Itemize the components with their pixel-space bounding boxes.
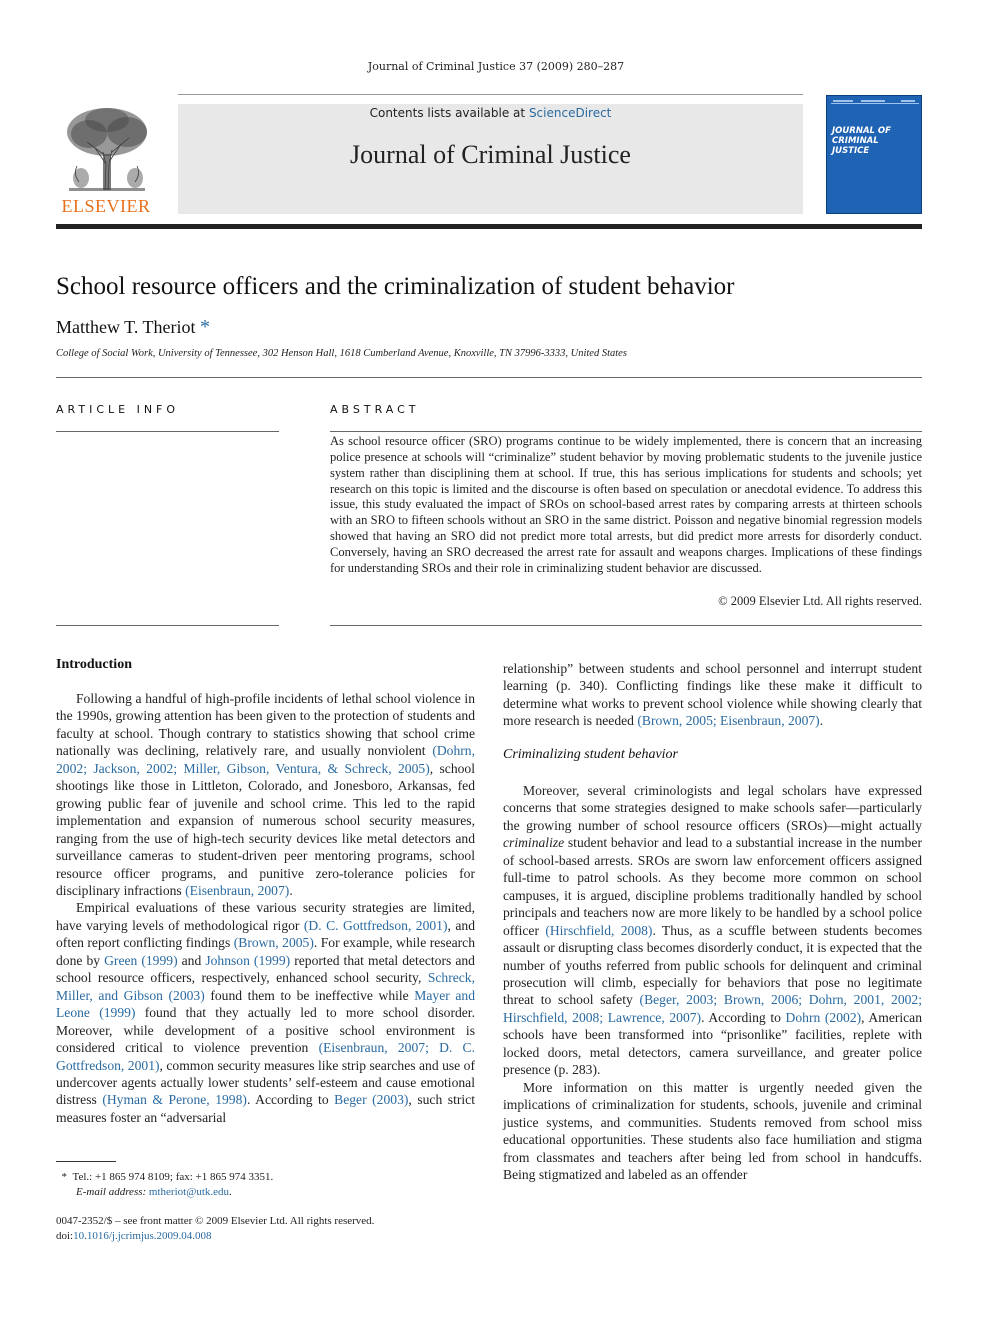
text-run: student behavior and lead to a substantial increase in the number of school-based arrests. SROs are sworn law enforcement officers assigned full-time to patrol schools. As they become more common on school campuses, it is argued, discipline problems traditionally handled by school principals and teachers now are more likely to be handled by a school police officer bbox=[503, 835, 922, 938]
text-run: . For example, while research done by bbox=[56, 935, 475, 968]
citation-link[interactable]: (Brown, 2005) bbox=[233, 935, 314, 951]
citation-link[interactable]: (Beger, 2003; Brown, 2006; Dohrn, 2001, 2002; Hirschfield, 2008; Lawrence, 2007) bbox=[503, 992, 923, 1025]
citation-link[interactable]: Johnson (1999) bbox=[205, 952, 291, 968]
text-run: , American schools have been transformed into “prisonlike” facilities, replete with locked doors, metal detectors, camera surveillance, and greater police presence (p. 283). bbox=[503, 1009, 923, 1078]
footnote-period: . bbox=[229, 1186, 232, 1198]
text-run: found that they actually led to more school disorder. Moreover, while development of a positive school environment is considered critical to violence prevention bbox=[56, 1005, 475, 1056]
text-run: relationship” between students and school personnel and interrupt student learning (p. 340). Conflicting findings like these make it difficult to determine what works to prevent school violence while showing clearly that more research is needed bbox=[503, 661, 922, 729]
text-run: and bbox=[177, 952, 206, 968]
article-info-rule bbox=[56, 431, 279, 432]
citation-link[interactable]: Green (1999) bbox=[104, 952, 178, 968]
author-footnote bbox=[56, 1170, 273, 1200]
affiliation: College of Social Work, University of Tennessee, 302 Henson Hall, 1618 Cumberland Avenue, Knoxville, TN 37996-3333, United States bbox=[56, 348, 627, 359]
text-run: . bbox=[819, 713, 824, 729]
cover-title: JOURNAL OF CRIMINAL JUSTICE bbox=[832, 126, 891, 156]
author-name: Matthew T. Theriot bbox=[56, 317, 196, 337]
citation-link[interactable]: (Dohrn, 2002; Jackson, 2002; Miller, Gibson, Ventura, & Schreck, 2005) bbox=[56, 743, 475, 776]
email-link[interactable]: mtheriot@utk.edu bbox=[148, 1186, 230, 1198]
text-run: . According to bbox=[701, 1009, 786, 1025]
paragraph-2 bbox=[56, 899, 475, 1126]
paragraph-1 bbox=[56, 690, 475, 899]
doi-line bbox=[56, 1229, 374, 1244]
text-run: Moreover, several criminologists and legal scholars have expressed concerns that some strategies designed to make schools safer—particularly the growing number of school resource officers (SROs)—might actually bbox=[503, 783, 922, 833]
affiliation-rule bbox=[56, 377, 922, 378]
text-run: . Thus, as a scuffle between students becomes assault or disrupting class becomes disorderly conduct, it is expected that the number of youths referred from public schools for delinquent and criminal prosecution will climb, especially for behaviors that pose no legitimate threat to school safety bbox=[503, 922, 922, 1008]
doi-link[interactable]: 10.1016/j.jcrimjus.2009.04.008 bbox=[73, 1230, 212, 1242]
email-label: E-mail address: bbox=[76, 1186, 147, 1198]
citation-link[interactable]: (D. C. Gottfredson, 2001) bbox=[303, 917, 448, 933]
citation-link[interactable]: (Hyman & Perone, 1998) bbox=[102, 1092, 247, 1108]
journal-name: Journal of Criminal Justice bbox=[350, 140, 631, 169]
text-run: Empirical evaluations of these various security strategies are limited, have varying levels of methodological rigor bbox=[56, 900, 475, 933]
paragraph-3 bbox=[503, 660, 922, 730]
footnote-rule bbox=[56, 1161, 116, 1162]
article-info-rule-bottom bbox=[56, 625, 279, 626]
doi-prefix: doi: bbox=[56, 1230, 74, 1242]
introduction-heading: Introduction bbox=[56, 657, 132, 672]
paragraph-5: More information on this matter is urgently needed given the implications of criminalization for students, schools, juvenile and criminal justice systems, and communities. Students removed from school miss educational opportunities. These students also face humiliation and stigma from classmates and teachers after being led from school in handcuffs. Being stigmatized and labeled as an offender bbox=[503, 1079, 922, 1182]
header-thick-rule bbox=[56, 224, 922, 229]
abstract-rule-top bbox=[330, 431, 922, 432]
contents-prefix: Contents lists available at bbox=[369, 106, 529, 120]
journal-cover-image bbox=[826, 95, 922, 214]
criminalizing-heading: Criminalizing student behavior bbox=[503, 747, 678, 762]
issn-line: 0047-2352/$ – see front matter © 2009 Elsevier Ltd. All rights reserved. bbox=[56, 1215, 375, 1227]
text-run: , and often report conflicting findings bbox=[56, 917, 475, 951]
cover-header-decoration bbox=[831, 100, 919, 108]
text-run: , common security measures like strip searches and use of undercover agents actually lower students’ self-esteem and cause emotional distress bbox=[56, 1057, 476, 1108]
article-title: School resource officers and the criminalization of student behavior bbox=[56, 273, 735, 300]
citation-link[interactable]: Schreck, Miller, and Gibson (2003) bbox=[56, 970, 475, 1003]
sciencedirect-link[interactable]: ScienceDirect bbox=[528, 106, 612, 120]
citation-link[interactable]: (Eisenbraun, 2007; D. C. Gottfredson, 2001) bbox=[56, 1040, 475, 1073]
text-run: , school shootings like those in Littleton, Colorado, and Jonesboro, Arkansas, fed growing public fear of juvenile and school crime. This led to the rapid implementation and expansion of numerous school security measures, ranging from the use of high-tech security devices like metal detectors and surveillance cameras to student-driven peer mentoring programs, school resource officer programs, and punitive zero-tolerance policies for disciplinary infractions bbox=[56, 760, 475, 898]
article-info-heading: ARTICLE INFO bbox=[56, 403, 180, 416]
abstract-copyright: © 2009 Elsevier Ltd. All rights reserved. bbox=[718, 594, 922, 608]
right-column-bottom bbox=[503, 782, 922, 1183]
abstract-rule-bottom bbox=[330, 625, 922, 626]
abstract-heading: ABSTRACT bbox=[330, 403, 420, 416]
elsevier-logo bbox=[55, 104, 157, 214]
contents-line bbox=[178, 106, 803, 120]
citation-link[interactable]: Mayer and Leone (1999) bbox=[56, 987, 475, 1021]
footnote-email-line bbox=[56, 1185, 273, 1200]
citation-link[interactable]: Dohrn (2002) bbox=[785, 1009, 862, 1025]
left-column bbox=[56, 690, 475, 1126]
text-run: . bbox=[289, 882, 293, 898]
elsevier-wordmark: ELSEVIER bbox=[61, 196, 151, 216]
footnote-phone: Tel.: +1 865 974 8109; fax: +1 865 974 3351. bbox=[72, 1171, 274, 1183]
footnote-contact-line bbox=[56, 1170, 273, 1185]
text-run: reported that metal detectors and school resource officers, respectively, enhanced school security, bbox=[56, 952, 475, 986]
citation-link[interactable]: Beger (2003) bbox=[334, 1092, 409, 1108]
author-footnote-link[interactable]: * bbox=[199, 316, 210, 338]
tree-icon bbox=[59, 104, 155, 192]
author-line bbox=[56, 316, 210, 339]
citation-link[interactable]: (Eisenbraun, 2007) bbox=[185, 882, 290, 898]
italic-term: criminalize bbox=[503, 835, 565, 851]
paragraph-4 bbox=[503, 782, 922, 1079]
text-run: found them to be ineffective while bbox=[204, 987, 415, 1003]
text-run: . According to bbox=[246, 1092, 335, 1108]
footnote-mark: * bbox=[61, 1171, 67, 1183]
journal-citation: Journal of Criminal Justice 37 (2009) 280–287 bbox=[367, 60, 625, 73]
text-run: , such strict measures foster an “adversarial bbox=[56, 1092, 475, 1125]
right-column-top bbox=[503, 660, 922, 730]
citation-link[interactable]: (Brown, 2005; Eisenbraun, 2007) bbox=[637, 713, 820, 729]
abstract-text: As school resource officer (SRO) programs continue to be widely implemented, there is concern that an increasing police presence at schools will “criminalize” student behavior by moving problematic students to the juvenile justice system rather than disciplining them at school. If true, this has serious implications for students and schools; yet research on this topic is limited and the discourse is often based on speculation or anecdotal evidence. To address this issue, this study evaluated the impact of SROs on school-based arrest rates by comparing arrests at thirteen schools with an SRO to fifteen schools without an SRO in the same district. Poisson and negative binomial regression models showed that having an SRO did not predict more total arrests, but did predict more arrests for disorderly conduct. Conversely, having an SRO decreased the arrest rate for assault and weapons charges. Implications of these findings for understanding SROs and their role in criminalizing student behavior are discussed. bbox=[330, 434, 922, 575]
citation-link[interactable]: (Hirschfield, 2008) bbox=[545, 922, 653, 938]
front-matter bbox=[56, 1214, 374, 1244]
header-rule bbox=[178, 94, 803, 95]
text-run: Following a handful of high-profile incidents of lethal school violence in the 1990s, growing attention has been given to the protection of students and faculty at school. Though contrary to statistics showing that school crime nationally was declining, relatively rare, and usually nonviolent bbox=[56, 691, 475, 759]
